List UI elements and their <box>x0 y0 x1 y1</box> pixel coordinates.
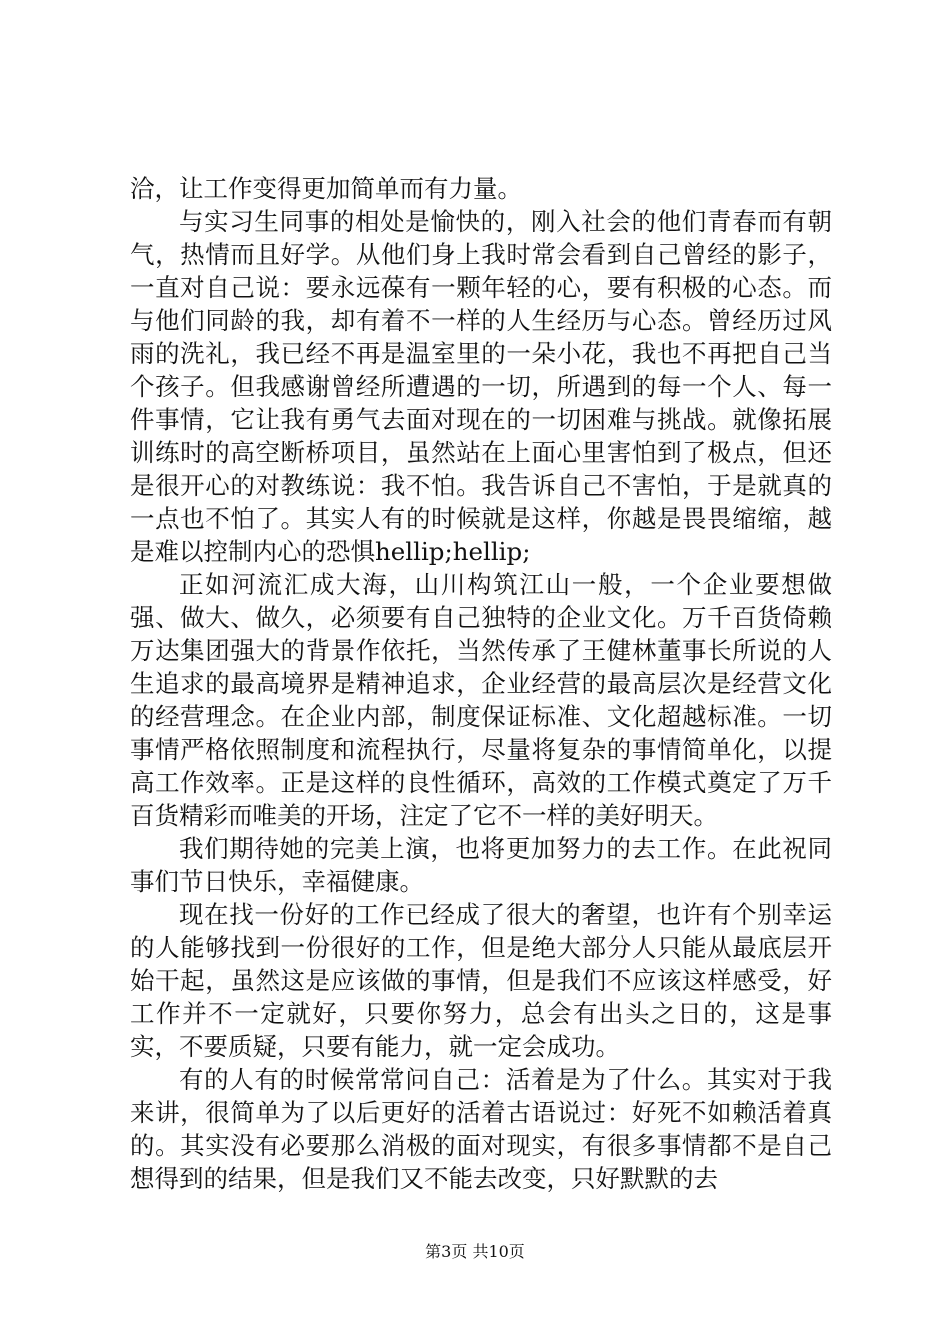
paragraph-meaning-of-life: 有的人有的时候常常问自己：活着是为了什么。其实对于我来讲，很简单为了以后更好的活着古语说过：好死不如赖活着真的。其实没有必要那么消极的面对现实，有很多事情都不是自己想得到的结果，但是我们又不能去改变，只好默默的去 <box>130 1065 832 1193</box>
paragraph-wishes: 我们期待她的完美上演，也将更加努力的去工作。在此祝同事们节日快乐，幸福健康。 <box>130 834 832 896</box>
paragraph-corporate-culture: 正如河流汇成大海，山川构筑江山一般，一个企业要想做强、做大、做久，必须要有自己独特的企业文化。万千百货倚赖万达集团强大的背景作依托，当然传承了王健林董事长所说的人生追求的最高境界是精神追求，企业经营的最高层次是经营文化的经营理念。在企业内部，制度保证标准、文化超越标准。一切事情严格依照制度和流程执行，尽量将复杂的事情简单化，以提高工作效率。正是这样的良性循环，高效的工作模式奠定了万千百货精彩而唯美的开场，注定了它不一样的美好明天。 <box>130 570 832 830</box>
page-number-footer: 第3页 共10页 <box>425 1242 525 1261</box>
paragraph-finding-work: 现在找一份好的工作已经成了很大的奢望，也许有个别幸运的人能够找到一份很好的工作，但是绝大部分人只能从最底层开始干起，虽然这是应该做的事情，但是我们不应该这样感受，好工作并不一定就好，只要你努力，总会有出头之日的，这是事实，不要质疑，只要有能力，就一定会成功。 <box>130 900 832 1061</box>
paragraph-interns: 与实习生同事的相处是愉快的，刚入社会的他们青春而有朝气，热情而且好学。从他们身上我时常会看到自己曾经的影子，一直对自己说：要永远葆有一颗年轻的心，要有积极的心态。而与他们同龄的我，却有着不一样的人生经历与心态。曾经历过风雨的洗礼，我已经不再是温室里的一朵小花，我也不再把自己当个孩子。但我感谢曾经所遭遇的一切，所遇到的每一个人、每一件事情，它让我有勇气去面对现在的一切困难与挑战。就像拓展训练时的高空断桥项目，虽然站在上面心里害怕到了极点，但还是很开心的对教练说：我不怕。我告诉自己不害怕，于是就真的一点也不怕了。其实人有的时候就是这样，你越是畏畏缩缩，越是难以控制内心的恐惧hellip;hellip; <box>130 207 832 566</box>
document-body <box>130 172 832 1195</box>
paragraph-continuation: 洽，让工作变得更加简单而有力量。 <box>130 174 522 203</box>
